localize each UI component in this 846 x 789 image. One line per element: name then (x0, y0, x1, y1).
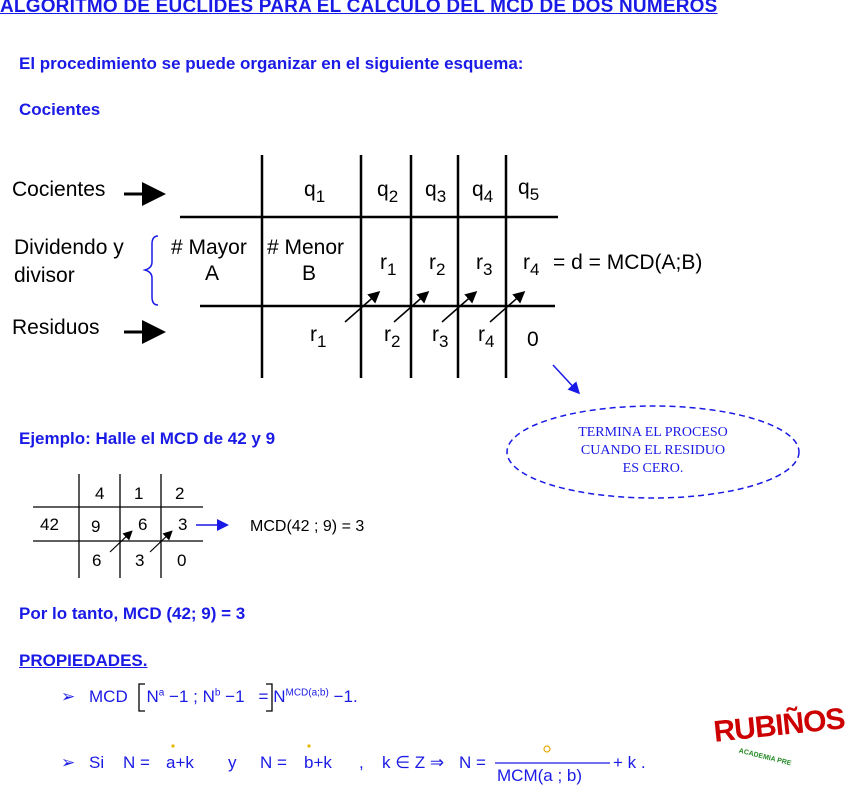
q2: $q_2$ (377, 178, 399, 206)
property-2-denominator: MCM(a ; b) (497, 766, 582, 785)
property-2-y: y (228, 753, 237, 772)
scheme-grid (180, 155, 558, 378)
ex-m2: 6 (138, 515, 148, 534)
mid-r4: $r_4$ (523, 251, 540, 279)
ex-m3: 3 (178, 515, 188, 534)
mayor-letter: A (205, 262, 220, 285)
property-2-bullet: ➢ (61, 753, 76, 772)
ex-q2: 1 (134, 484, 144, 503)
dot-mark-a (171, 744, 174, 747)
ellipse-arrow (553, 365, 578, 392)
example-heading: Ejemplo: Halle el MCD de 42 y 9 (19, 429, 276, 448)
property-2-plus-k: + k . (613, 753, 646, 772)
property-2-n-eq-3: N = (459, 753, 486, 772)
property-2-b-k: b+k (304, 753, 332, 772)
menor-letter: B (302, 262, 317, 285)
ex-m1: 9 (91, 517, 101, 536)
page-title: ALGORITMO DE EUCLIDES PARA EL CALCULO DEL MCD DE DOS NUMEROS (0, 0, 718, 17)
q5: $q_5$ (518, 176, 540, 204)
ellipse-note: TERMINA EL PROCESO CUANDO EL RESIDUO ES CERO. (578, 425, 728, 476)
q3: $q_3$ (425, 178, 447, 206)
bottom-r3: $r_3$ (432, 323, 449, 351)
label-divisor: divisor (14, 264, 75, 287)
label-cocientes: Cocientes (12, 178, 106, 201)
q1: $q_1$ (304, 178, 326, 206)
bottom-r2: $r_2$ (384, 323, 401, 351)
ex-r2: 3 (135, 551, 145, 570)
menor-label: # Menor (267, 236, 345, 259)
q4: $q_4$ (472, 178, 494, 206)
example-result: MCD(42 ; 9) = 3 (250, 518, 365, 535)
mid-r1: $r_1$ (380, 251, 397, 279)
property-1-bullet: ➢ (61, 687, 76, 706)
ex-dividend: 42 (40, 515, 59, 534)
intro-text: El procedimiento se puede organizar en el siguiente esquema: (19, 54, 524, 73)
property-1: MCD $N^a -1$ ; $N^b -1 = N^{MCD(a;b)} -1$. (89, 687, 358, 706)
dot-mark-b (307, 744, 310, 747)
properties-heading: PROPIEDADES. (19, 651, 148, 670)
property-2-si: Si (89, 753, 105, 772)
bottom-zero: 0 (527, 328, 539, 351)
label-residuos: Residuos (12, 316, 100, 339)
scheme-result: = d = MCD(A;B) (553, 251, 703, 274)
bottom-r4: $r_4$ (478, 323, 495, 351)
mid-r3: $r_3$ (476, 251, 493, 279)
property-2-k-in: k ∈ Z ⇒ (382, 753, 445, 772)
label-dividendo: Dividendo y (14, 236, 124, 259)
rubinos-logo (710, 702, 846, 786)
diagonal-arrows (345, 293, 523, 322)
example-diagonal-arrows (110, 532, 171, 552)
ex-q3: 2 (175, 484, 185, 503)
bottom-r1: $r_1$ (310, 323, 327, 351)
mayor-label: # Mayor (171, 236, 247, 259)
property-2-n-eq-1: N = (123, 753, 150, 772)
brace (145, 236, 158, 305)
property-2-comma: , (359, 753, 364, 772)
property-2-n-eq-2: N = (260, 753, 287, 772)
mid-r2: $r_2$ (429, 251, 446, 279)
conclusion: Por lo tanto, MCD (42; 9) = 3 (19, 604, 246, 623)
property-2-a-k: a+k (166, 753, 194, 772)
logo-subtext: ACADEMIA PRE (737, 747, 792, 768)
ex-r3: 0 (177, 551, 187, 570)
section-heading-cocientes: Cocientes (19, 100, 101, 119)
degree-mark-denominator (544, 746, 550, 752)
ex-q1: 4 (95, 484, 105, 503)
logo-text: RUBIÑOS (712, 702, 846, 749)
ex-r1: 6 (92, 551, 102, 570)
